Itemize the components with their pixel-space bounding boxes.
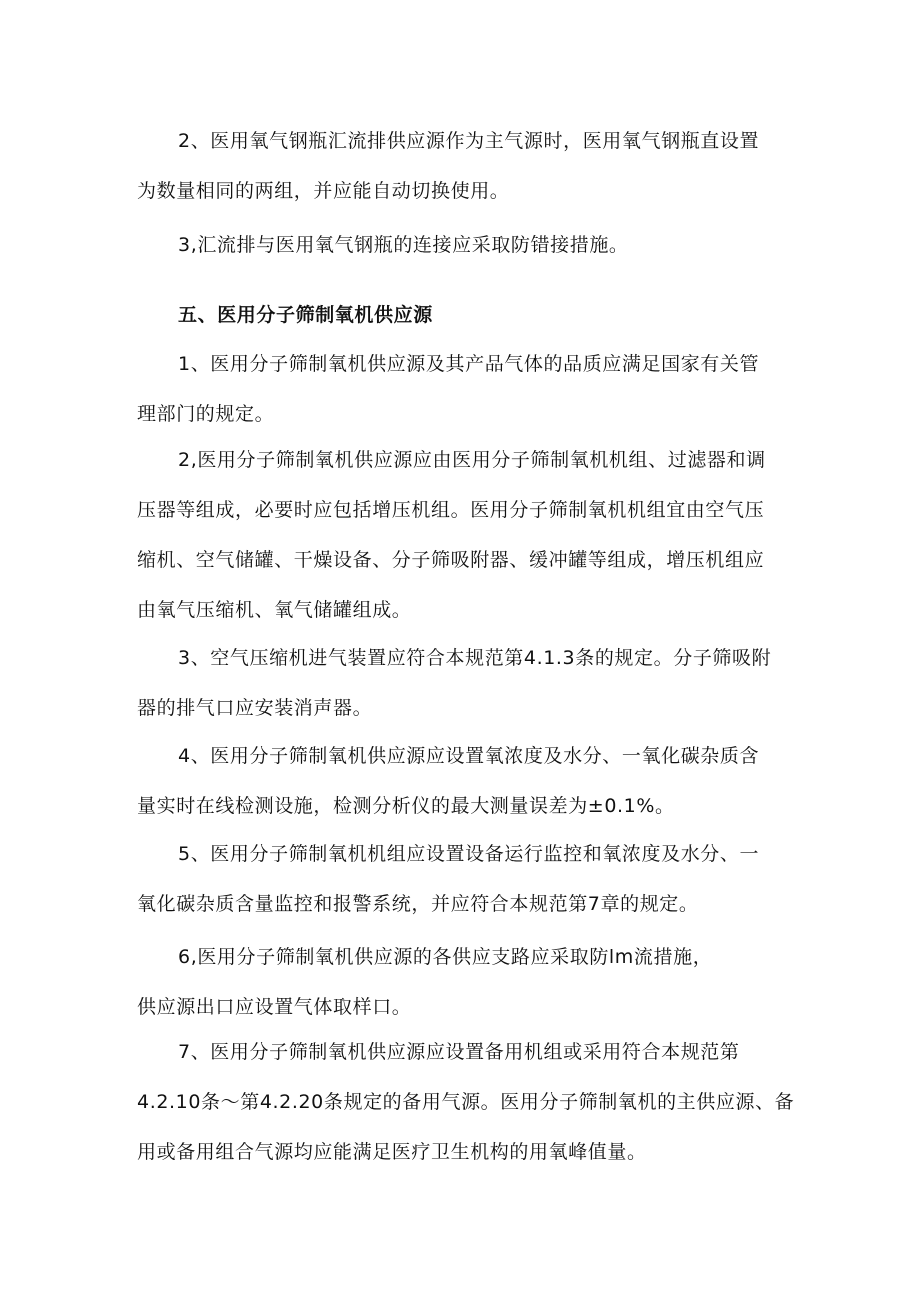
paragraph-item-7 [137, 1027, 795, 1177]
paragraph-line: 为数量相同的两组，并应能自动切换使用。 [137, 180, 510, 202]
paragraph-line: 理部门的规定。 [137, 403, 275, 425]
paragraph-item-1 [137, 339, 777, 439]
section-heading [137, 290, 777, 340]
paragraph-item-6 [137, 932, 777, 1032]
paragraph-line: 2、医用氧气钢瓶汇流排供应源作为主气源时，医用氧气钢瓶直设置 [178, 130, 760, 152]
paragraph-line: 氧化碳杂质含量监控和报警系统，并应符合本规范第7章的规定。 [137, 893, 699, 915]
paragraph-anti-misconnection [137, 220, 777, 270]
paragraph-cylinder-manifold-main-source [137, 116, 777, 216]
paragraph-item-3 [137, 633, 777, 733]
paragraph-line: 3,汇流排与医用氧气钢瓶的连接应采取防错接措施。 [178, 234, 629, 256]
paragraph-line: 4、医用分子筛制氧机供应源应设置氧浓度及水分、一氧化碳杂质含 [178, 745, 760, 767]
paragraph-line: 缩机、空气储罐、干燥设备、分子筛吸附器、缓冲罐等组成，增压机组应 [137, 549, 765, 571]
paragraph-line: 器的排气口应安装消声器。 [137, 697, 373, 719]
paragraph-line: 3、空气压缩机进气装置应符合本规范第4.1.3条的规定。分子筛吸附 [178, 647, 772, 669]
paragraph-line: 由氧气压缩机、氧气储罐组成。 [137, 599, 412, 621]
paragraph-item-5 [137, 829, 777, 929]
paragraph-line: 压器等组成，必要时应包括增压机组。医用分子筛制氧机机组宜由空气压 [137, 499, 765, 521]
paragraph-line: 6,医用分子筛制氧机供应源的各供应支路应采取防lm流措施， [178, 946, 713, 968]
paragraph-item-4 [137, 731, 777, 831]
paragraph-line: 量实时在线检测设施，检测分析仪的最大测量误差为±0.1%。 [137, 795, 675, 817]
paragraph-item-2 [137, 435, 777, 635]
paragraph-line: 用或备用组合气源均应能满足医疗卫生机构的用氧峰值量。 [137, 1141, 647, 1163]
paragraph-line: 2,医用分子筛制氧机供应源应由医用分子筛制氧机机组、过滤器和调 [178, 449, 766, 471]
paragraph-line: 5、医用分子筛制氧机机组应设置设备运行监控和氧浓度及水分、一 [178, 843, 760, 865]
paragraph-line: 1、医用分子筛制氧机供应源及其产品气体的品质应满足国家有关管 [178, 353, 760, 375]
paragraph-line: 供应源出口应设置气体取样口。 [137, 996, 412, 1018]
paragraph-line: 7、医用分子筛制氧机供应源应设置备用机组或采用符合本规范第 [178, 1041, 740, 1063]
section-heading-text: 五、医用分子筛制氧机供应源 [178, 304, 433, 326]
paragraph-line: 4.2.10条～第4.2.20条规定的备用气源。医用分子筛制氧机的主供应源、备 [137, 1091, 795, 1113]
